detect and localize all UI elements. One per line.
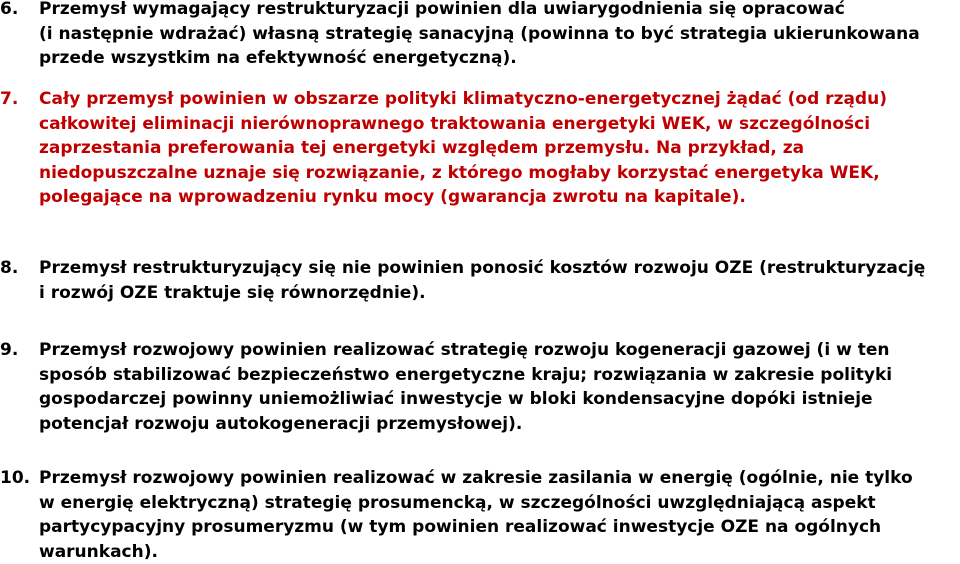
list-item-7 xyxy=(0,87,958,210)
item-text xyxy=(39,338,958,436)
list-item-6 xyxy=(0,0,958,71)
item-number: 7. xyxy=(0,87,18,112)
item-text-line: gospodarczej powinny uniemożliwiać inwestycje w bloki kondensacyjne dopóki istnieje xyxy=(39,387,958,412)
item-text-line: Cały przemysł powinien w obszarze polityki klimatyczno-energetycznej żądać (od rządu) xyxy=(39,87,958,112)
item-text-line: potencjał rozwoju autokogeneracji przemysłowej). xyxy=(39,412,958,437)
list-item-9 xyxy=(0,338,958,436)
item-text-line: zaprzestania preferowania tej energetyki względem przemysłu. Na przykład, za xyxy=(39,136,958,161)
item-text-line: polegające na wprowadzeniu rynku mocy (gwarancja zwrotu na kapitale). xyxy=(39,185,958,210)
item-text xyxy=(39,0,958,71)
list-item-10 xyxy=(0,466,958,564)
item-text-line: Przemysł rozwojowy powinien realizować w zakresie zasilania w energię (ogólnie, nie tylko xyxy=(39,466,958,491)
item-text-line: niedopuszczalne uznaje się rozwiązanie, z którego mogłaby korzystać energetyka WEK, xyxy=(39,161,958,186)
item-text-line: partycypacyjny prosumeryzmu (w tym powinien realizować inwestycje OZE na ogólnych xyxy=(39,515,958,540)
item-text xyxy=(39,466,958,564)
item-number: 8. xyxy=(0,256,18,281)
item-text-line: przede wszystkim na efektywność energetyczną). xyxy=(39,46,958,71)
item-text-line: w energię elektryczną) strategię prosumencką, w szczególności uwzględniającą aspekt xyxy=(39,491,958,516)
item-text-line: sposób stabilizować bezpieczeństwo energetyczne kraju; rozwiązania w zakresie polityki xyxy=(39,363,958,388)
list-item-8 xyxy=(0,256,958,305)
item-text-line: i rozwój OZE traktuje się równorzędnie). xyxy=(39,281,958,306)
item-text-line: (i następnie wdrażać) własną strategię sanacyjną (powinna to być strategia ukierunkowana xyxy=(39,22,958,47)
item-text xyxy=(39,87,958,210)
item-text xyxy=(39,256,958,305)
item-text-line: warunkach). xyxy=(39,540,958,564)
item-number: 9. xyxy=(0,338,18,363)
item-text-line: całkowitej eliminacji nierównoprawnego traktowania energetyki WEK, w szczególności xyxy=(39,112,958,137)
item-number: 6. xyxy=(0,0,18,22)
item-text-line: Przemysł restrukturyzujący się nie powinien ponosić kosztów rozwoju OZE (restrukturyzację xyxy=(39,256,958,281)
item-text-line: Przemysł rozwojowy powinien realizować strategię rozwoju kogeneracji gazowej (i w ten xyxy=(39,338,958,363)
item-number: 10. xyxy=(0,466,30,491)
item-text-line: Przemysł wymagający restrukturyzacji powinien dla uwiarygodnienia się opracować xyxy=(39,0,958,22)
